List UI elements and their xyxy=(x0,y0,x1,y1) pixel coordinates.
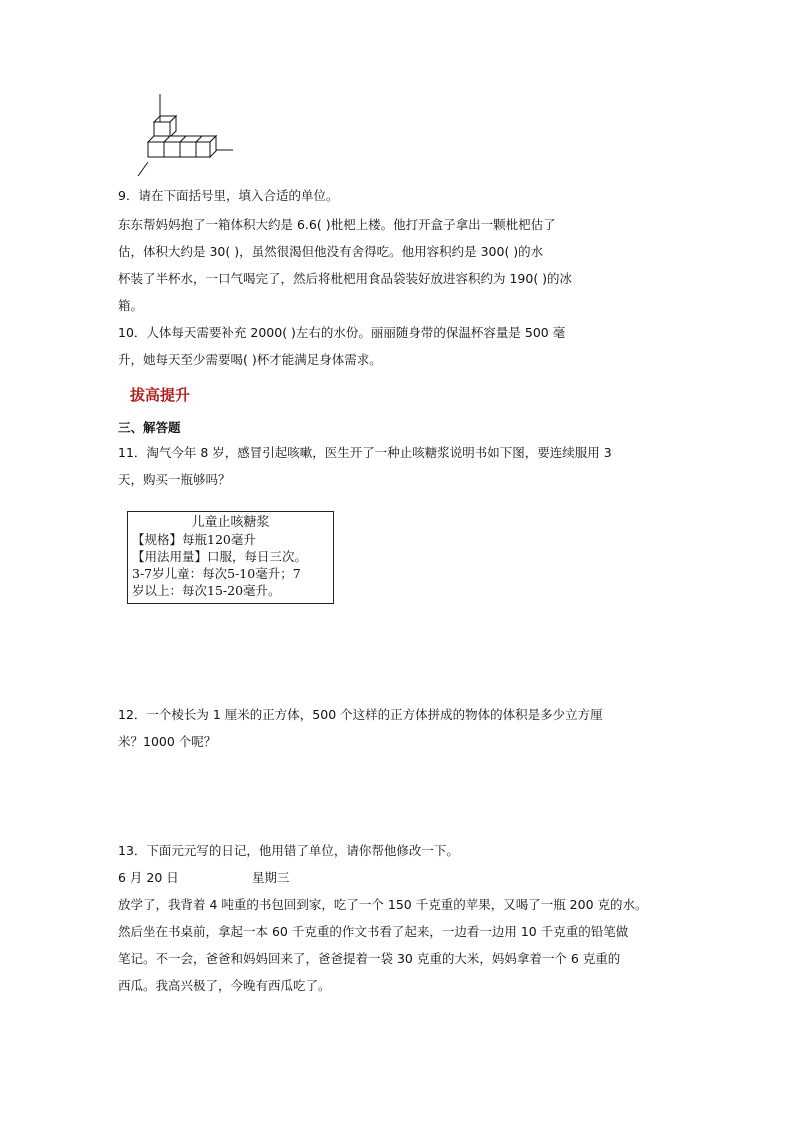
q13-diary-line-3: 笔记。不一会，爸爸和妈妈回来了，爸爸提着一袋 30 克重的大米，妈妈拿着一个 6 克重的 xyxy=(118,951,621,966)
syrup-label-dose-2: 岁以上：每次15-20毫升。 xyxy=(132,583,281,598)
syrup-label-title: 儿童止咳糖浆 xyxy=(191,515,270,530)
q11-line-1: 11．淘气今年 8 岁，感冒引起咳嗽，医生开了一种止咳糖浆说明书如下图，要连续服用 3 xyxy=(118,445,612,460)
q13-diary-line-1: 放学了，我背着 4 吨重的书包回到家，吃了一个 150 千克重的苹果，又喝了一瓶 200 克的水。 xyxy=(118,897,648,912)
syrup-label-dose-1: 3-7岁儿童：每次5-10毫升；7 xyxy=(132,566,301,581)
q13-date: 6 月 20 日 xyxy=(118,870,179,885)
q13-diary-line-4: 西瓜。我高兴极了，今晚有西瓜吃了。 xyxy=(118,978,331,993)
syrup-label-box xyxy=(127,511,334,604)
q12-line-1: 12．一个棱长为 1 厘米的正方体，500 个这样的正方体拼成的物体的体积是多少立方厘 xyxy=(118,707,603,722)
syrup-label-usage: 【用法用量】口服，每日三次。 xyxy=(132,549,308,564)
q12-line-2: 米？1000 个呢？ xyxy=(118,734,217,749)
q11-line-2: 天，购买一瓶够吗？ xyxy=(118,472,231,487)
q13-weekday: 星期三 xyxy=(252,870,290,885)
q9-line-1: 东东帮妈妈抱了一箱体积大约是 6.6( )枇杷上楼。他打开盒子拿出一颗枇杷估了 xyxy=(118,217,556,232)
q9-title: 9．请在下面括号里，填入合适的单位。 xyxy=(118,188,339,203)
q9-line-3: 杯装了半杯水，一口气喝完了，然后将枇杷用食品袋装好放进容积约为 190( )的冰 xyxy=(118,271,573,286)
q9-line-4: 箱。 xyxy=(118,298,144,313)
section-title: 拔高提升 xyxy=(130,386,191,404)
q9-line-2: 估，体积大约是 30( )，虽然很渴但他没有舍得吃。他用容积约是 300( )的水 xyxy=(118,244,544,259)
q10-line-2: 升，她每天至少需要喝( )杯才能满足身体需求。 xyxy=(118,352,382,367)
syrup-label-spec: 【规格】每瓶120毫升 xyxy=(132,532,256,547)
q13-title: 13．下面元元写的日记，他用错了单位，请你帮他修改一下。 xyxy=(118,843,459,858)
q10-line-1: 10．人体每天需要补充 2000( )左右的水份。丽丽随身带的保温杯容量是 500 毫 xyxy=(118,325,566,340)
cube-figure xyxy=(130,92,240,182)
section-subtitle: 三、解答题 xyxy=(118,420,181,435)
q13-diary-line-2: 然后坐在书桌前，拿起一本 60 千克重的作文书看了起来，一边看一边用 10 千克重的铅笔做 xyxy=(118,924,629,939)
